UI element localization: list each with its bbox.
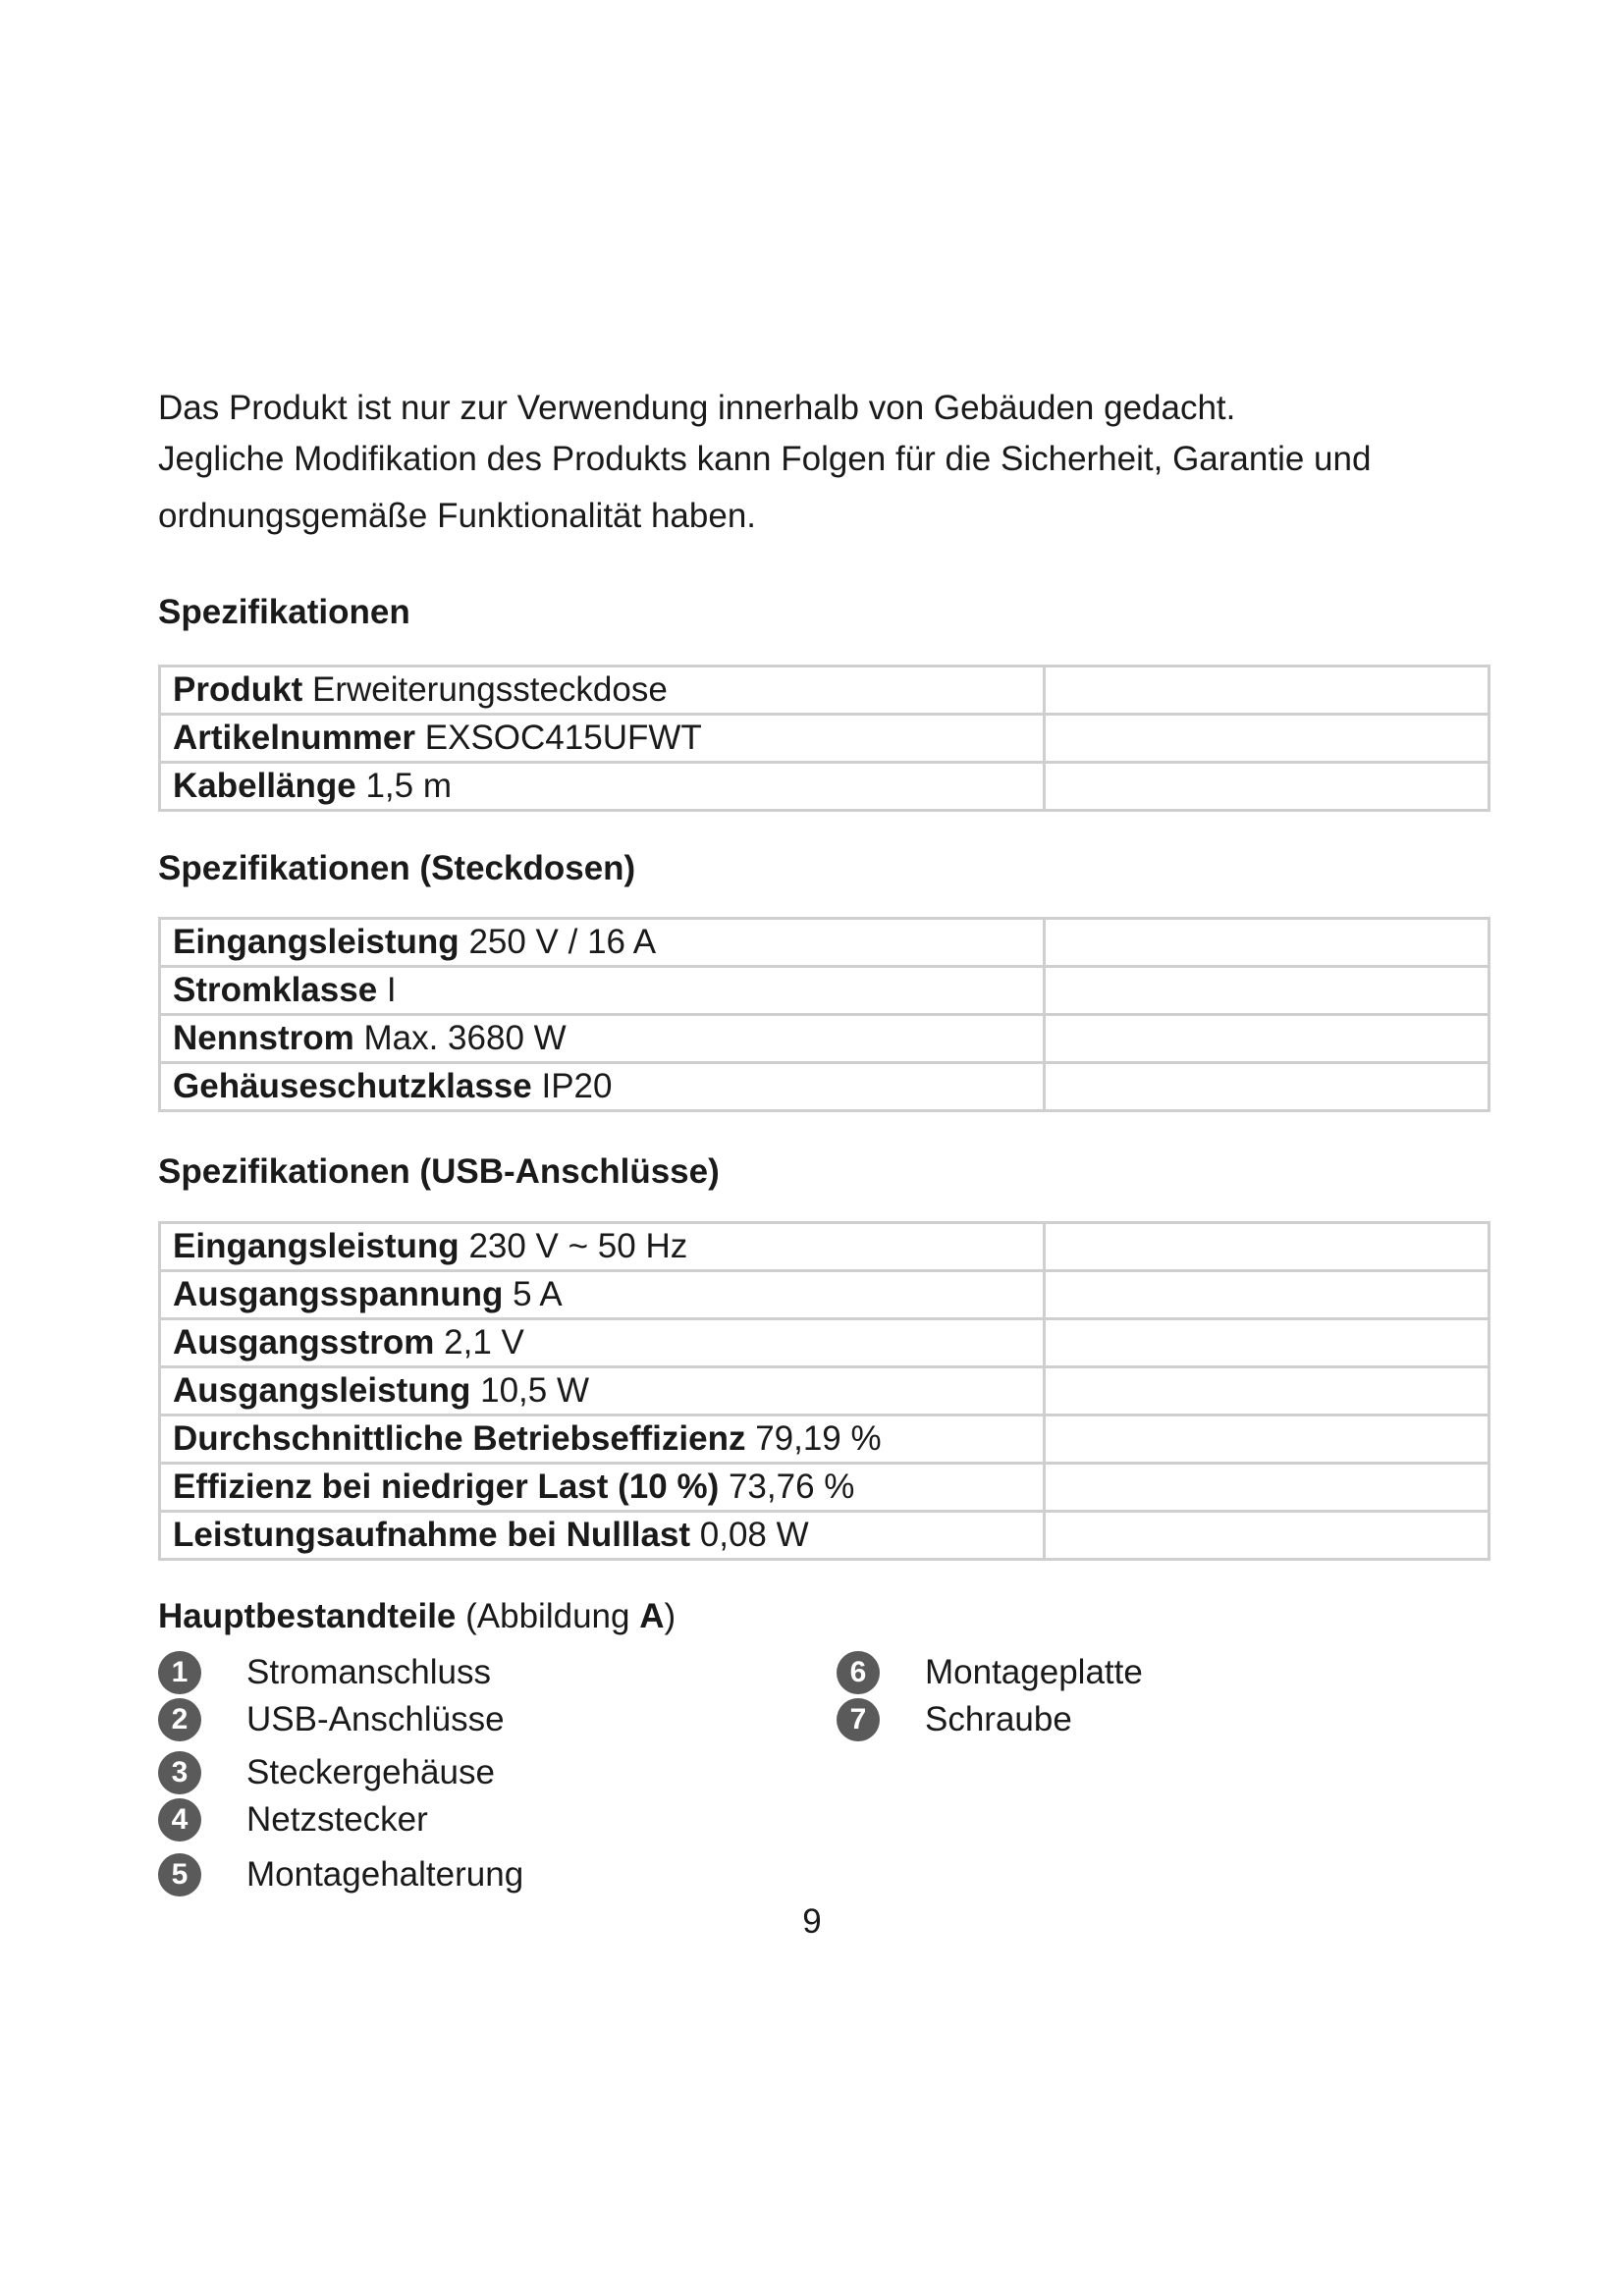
figure-letter: A [639, 1597, 665, 1635]
parts-title: Hauptbestandteile [158, 1597, 457, 1635]
spec-value: 230 V ~ 50 Hz [468, 1227, 688, 1265]
number-badge-icon: 5 [158, 1853, 201, 1896]
spec-key: Durchschnittliche Betriebseffizienz [173, 1419, 746, 1458]
spec-key: Kabellänge [173, 767, 356, 805]
number-badge-icon: 3 [158, 1751, 201, 1794]
spec-key: Ausgangsstrom [173, 1323, 435, 1362]
spec-value: Erweiterungssteckdose [311, 670, 668, 709]
table-cell [160, 1464, 1045, 1512]
spec-key: Gehäuseschutzklasse [173, 1067, 532, 1105]
table-cell [160, 1015, 1045, 1063]
part-label: Netzstecker [246, 1800, 428, 1839]
spec-key: Produkt [173, 670, 303, 709]
part-label: Montageplatte [925, 1653, 1143, 1691]
section-heading: Spezifikationen (USB-Anschlüsse) [158, 1152, 720, 1191]
spec-value: 0,08 W [699, 1516, 809, 1554]
intro-line: ordnungsgemäße Funktionalität haben. [158, 497, 757, 535]
table-cell [160, 715, 1045, 763]
spec-table-sockets [158, 917, 1490, 1112]
table-row [160, 1319, 1489, 1367]
spec-value: 79,19 % [755, 1419, 882, 1458]
table-row [160, 1415, 1489, 1464]
parts-heading [158, 1597, 676, 1636]
table-cell [160, 1319, 1045, 1367]
spec-value: I [386, 971, 397, 1009]
table-cell [160, 1271, 1045, 1319]
figure-prefix: (Abbildung [465, 1597, 640, 1635]
spec-value: EXSOC415UFWT [424, 719, 702, 757]
spec-key: Ausgangsspannung [173, 1275, 504, 1313]
empty-cell [1045, 715, 1489, 763]
part-label: Stromanschluss [246, 1653, 491, 1691]
spec-value: 2,1 V [444, 1323, 524, 1362]
table-cell [160, 919, 1045, 967]
number-badge-icon: 6 [837, 1651, 880, 1694]
empty-cell [1045, 967, 1489, 1015]
table-row [160, 1367, 1489, 1415]
number-badge-icon: 4 [158, 1798, 201, 1842]
table-cell [160, 1223, 1045, 1271]
part-label: Schraube [925, 1700, 1072, 1738]
spec-value: 1,5 m [365, 767, 453, 805]
empty-cell [1045, 1223, 1489, 1271]
spec-value: Max. 3680 W [363, 1019, 567, 1057]
part-label: Montagehalterung [246, 1855, 524, 1894]
figure-suffix: ) [664, 1597, 677, 1635]
empty-cell [1045, 1015, 1489, 1063]
empty-cell [1045, 1271, 1489, 1319]
spec-value: IP20 [541, 1067, 613, 1105]
empty-cell [1045, 919, 1489, 967]
number-badge-icon: 7 [837, 1698, 880, 1741]
spec-key: Leistungsaufnahme bei Nulllast [173, 1516, 691, 1554]
spec-key: Stromklasse [173, 971, 378, 1009]
empty-cell [1045, 1319, 1489, 1367]
spec-table-general [158, 665, 1490, 812]
spec-key: Nennstrom [173, 1019, 354, 1057]
table-cell [160, 967, 1045, 1015]
empty-cell [1045, 1512, 1489, 1560]
table-row [160, 1063, 1489, 1111]
table-row [160, 667, 1489, 715]
number-badge-icon: 1 [158, 1651, 201, 1694]
spec-value: 10,5 W [480, 1371, 589, 1410]
spec-key: Ausgangsleistung [173, 1371, 471, 1410]
table-row [160, 967, 1489, 1015]
table-row [160, 1223, 1489, 1271]
table-row [160, 1512, 1489, 1560]
empty-cell [1045, 763, 1489, 811]
page-number: 9 [802, 1902, 822, 1941]
spec-key: Eingangsleistung [173, 923, 460, 961]
empty-cell [1045, 1464, 1489, 1512]
spec-value: 250 V / 16 A [468, 923, 657, 961]
section-heading: Spezifikationen (Steckdosen) [158, 849, 636, 887]
table-row [160, 715, 1489, 763]
table-cell [160, 1415, 1045, 1464]
empty-cell [1045, 1415, 1489, 1464]
table-row [160, 1464, 1489, 1512]
table-row [160, 763, 1489, 811]
part-label: Steckergehäuse [246, 1753, 495, 1791]
table-row [160, 919, 1489, 967]
empty-cell [1045, 1063, 1489, 1111]
spec-value: 73,76 % [728, 1468, 855, 1506]
spec-key: Artikelnummer [173, 719, 416, 757]
table-cell [160, 667, 1045, 715]
spec-value: 5 A [513, 1275, 563, 1313]
table-cell [160, 763, 1045, 811]
intro-line: Jegliche Modifikation des Produkts kann Folgen für die Sicherheit, Garantie und [158, 440, 1372, 478]
part-label: USB-Anschlüsse [246, 1700, 505, 1738]
intro-line: Das Produkt ist nur zur Verwendung innerhalb von Gebäuden gedacht. [158, 389, 1236, 427]
number-badge-icon: 2 [158, 1698, 201, 1741]
empty-cell [1045, 1367, 1489, 1415]
empty-cell [1045, 667, 1489, 715]
table-row [160, 1271, 1489, 1319]
spec-table-usb [158, 1221, 1490, 1561]
spec-key: Eingangsleistung [173, 1227, 460, 1265]
table-cell [160, 1512, 1045, 1560]
table-cell [160, 1063, 1045, 1111]
table-cell [160, 1367, 1045, 1415]
spec-key: Effizienz bei niedriger Last (10 %) [173, 1468, 720, 1506]
table-row [160, 1015, 1489, 1063]
section-heading: Spezifikationen [158, 593, 410, 631]
